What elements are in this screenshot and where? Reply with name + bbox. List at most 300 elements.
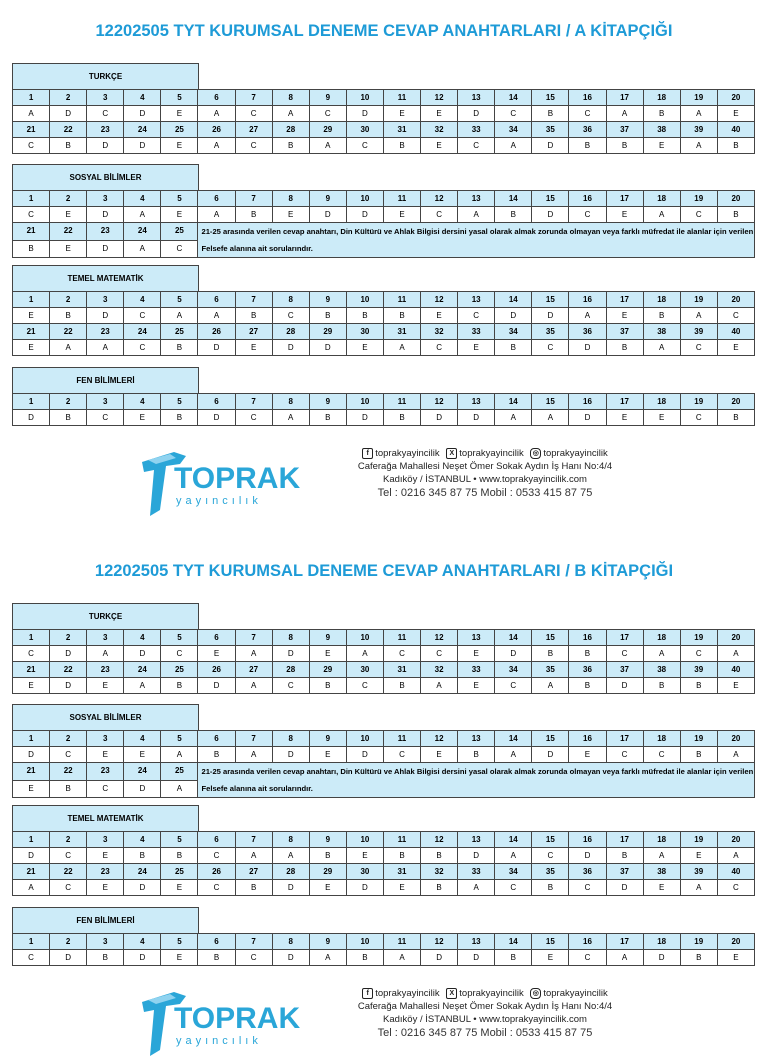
subject-header: TEMEL MATEMATİK	[12, 265, 199, 291]
question-number: 14	[495, 630, 532, 646]
answer-cell: B	[235, 207, 272, 223]
logo-wordmark: TOPRAK	[174, 462, 301, 495]
answer-cell: E	[717, 106, 754, 122]
question-number: 10	[346, 292, 383, 308]
question-number: 6	[198, 394, 235, 410]
answer-cell: D	[458, 106, 495, 122]
question-number: 16	[569, 832, 606, 848]
question-number: 23	[87, 662, 124, 678]
question-number: 7	[235, 630, 272, 646]
question-number: 3	[87, 90, 124, 106]
answer-cell: D	[569, 848, 606, 864]
question-number: 9	[309, 90, 346, 106]
question-number: 14	[495, 90, 532, 106]
question-number: 32	[421, 324, 458, 340]
question-number: 25	[161, 662, 198, 678]
question-number: 30	[346, 122, 383, 138]
answer-cell: D	[532, 308, 569, 324]
answer-cell: C	[532, 848, 569, 864]
answer-row	[13, 880, 755, 896]
subject-section	[12, 704, 755, 798]
question-number: 2	[50, 191, 87, 207]
question-number: 5	[161, 934, 198, 950]
question-number: 9	[309, 292, 346, 308]
answer-cell: B	[235, 880, 272, 896]
answer-cell: C	[383, 747, 420, 763]
question-number: 7	[235, 292, 272, 308]
question-number: 13	[458, 832, 495, 848]
address-line-1: Caferağa Mahallesi Neşet Ömer Sokak Aydın İş Hanı No:4/4	[357, 461, 613, 472]
subject-header: SOSYAL BİLİMLER	[12, 704, 199, 730]
question-number: 15	[532, 731, 569, 747]
answer-row	[13, 950, 755, 966]
answer-cell: E	[421, 747, 458, 763]
question-number: 5	[161, 292, 198, 308]
subject-header: FEN BİLİMLERİ	[12, 907, 199, 933]
question-number: 11	[383, 934, 420, 950]
answer-cell: A	[87, 340, 124, 356]
question-number: 37	[606, 662, 643, 678]
question-number: 21	[13, 763, 50, 781]
answer-cell: C	[50, 848, 87, 864]
question-number: 8	[272, 731, 309, 747]
question-number: 32	[421, 122, 458, 138]
answer-cell: E	[87, 747, 124, 763]
question-number: 15	[532, 832, 569, 848]
question-number: 12	[421, 832, 458, 848]
answer-cell: B	[346, 950, 383, 966]
answer-cell: A	[87, 646, 124, 662]
answer-cell: E	[643, 880, 680, 896]
toprak-logo	[140, 446, 310, 516]
question-number: 1	[13, 832, 50, 848]
answer-cell: D	[569, 410, 606, 426]
answer-cell: D	[272, 646, 309, 662]
question-number: 29	[309, 662, 346, 678]
question-number: 40	[717, 122, 754, 138]
answer-cell: E	[13, 308, 50, 324]
question-number: 22	[50, 864, 87, 880]
question-number: 31	[383, 662, 420, 678]
question-number: 24	[124, 763, 161, 781]
answer-table	[12, 629, 755, 694]
question-number-row	[13, 90, 755, 106]
answer-cell: D	[272, 747, 309, 763]
question-number: 26	[198, 864, 235, 880]
answer-cell: C	[458, 138, 495, 154]
answer-cell: C	[198, 880, 235, 896]
question-number: 34	[495, 122, 532, 138]
instagram-link[interactable]	[530, 987, 607, 1000]
answer-cell: C	[272, 678, 309, 694]
answer-cell: C	[643, 747, 680, 763]
question-number: 35	[532, 864, 569, 880]
question-number: 3	[87, 191, 124, 207]
question-number: 12	[421, 90, 458, 106]
answer-cell: D	[606, 880, 643, 896]
question-number: 37	[606, 324, 643, 340]
answer-cell: B	[161, 340, 198, 356]
question-number: 31	[383, 122, 420, 138]
instagram-link[interactable]	[530, 447, 607, 460]
toprak-logo-mark-icon	[140, 446, 310, 516]
question-number: 2	[50, 292, 87, 308]
question-number: 22	[50, 324, 87, 340]
answer-cell: A	[717, 848, 754, 864]
question-number: 3	[87, 292, 124, 308]
address-line-2: Kadıköy / İSTANBUL • www.toprakyayincilik.com	[383, 1014, 587, 1025]
question-number: 4	[124, 934, 161, 950]
question-number-row	[13, 191, 755, 207]
answer-cell: A	[272, 410, 309, 426]
question-number: 36	[569, 864, 606, 880]
answer-cell: A	[606, 106, 643, 122]
answer-cell: B	[383, 308, 420, 324]
question-number: 10	[346, 934, 383, 950]
answer-cell: B	[87, 950, 124, 966]
subject-header: FEN BİLİMLERİ	[12, 367, 199, 393]
answer-cell: C	[680, 207, 717, 223]
question-number: 22	[50, 662, 87, 678]
answer-cell: A	[606, 950, 643, 966]
answer-cell: D	[346, 747, 383, 763]
answer-cell: B	[50, 138, 87, 154]
question-number: 6	[198, 934, 235, 950]
question-number: 20	[717, 630, 754, 646]
question-number: 20	[717, 731, 754, 747]
answer-cell: C	[495, 678, 532, 694]
answer-table	[12, 393, 755, 426]
contact-info	[330, 446, 640, 501]
answer-cell: B	[495, 950, 532, 966]
answer-cell: D	[309, 340, 346, 356]
question-number: 14	[495, 292, 532, 308]
question-number: 34	[495, 864, 532, 880]
question-number-row	[13, 731, 755, 747]
answer-cell: B	[680, 678, 717, 694]
answer-cell: E	[606, 207, 643, 223]
x-link[interactable]	[446, 987, 523, 1000]
question-number: 4	[124, 90, 161, 106]
question-number: 30	[346, 324, 383, 340]
answer-cell: B	[383, 138, 420, 154]
answer-cell: A	[680, 138, 717, 154]
answer-cell: B	[495, 207, 532, 223]
question-number: 26	[198, 324, 235, 340]
answer-cell: C	[235, 950, 272, 966]
question-number: 35	[532, 324, 569, 340]
answer-cell: D	[346, 106, 383, 122]
question-number: 3	[87, 394, 124, 410]
answer-cell: D	[124, 106, 161, 122]
answer-cell: B	[606, 340, 643, 356]
question-number: 13	[458, 292, 495, 308]
question-number: 3	[87, 630, 124, 646]
answer-cell: B	[50, 780, 87, 798]
question-number: 15	[532, 292, 569, 308]
question-number-row	[13, 934, 755, 950]
question-number: 15	[532, 630, 569, 646]
subject-section	[12, 164, 755, 258]
answer-cell: A	[383, 950, 420, 966]
question-number-row	[13, 864, 755, 880]
answer-cell: D	[346, 410, 383, 426]
answer-cell: D	[532, 747, 569, 763]
answer-cell: D	[272, 880, 309, 896]
answer-cell: A	[643, 340, 680, 356]
answer-cell: E	[717, 950, 754, 966]
x-handle: toprakyayincilik	[459, 448, 524, 459]
question-number: 38	[643, 122, 680, 138]
question-number: 5	[161, 191, 198, 207]
question-number: 23	[87, 122, 124, 138]
answer-cell: E	[680, 848, 717, 864]
answer-cell: E	[161, 950, 198, 966]
answer-cell: D	[606, 678, 643, 694]
question-number: 4	[124, 832, 161, 848]
answer-cell: A	[495, 747, 532, 763]
answer-cell: C	[235, 106, 272, 122]
answer-cell: E	[421, 106, 458, 122]
question-number: 6	[198, 630, 235, 646]
answer-cell: C	[717, 308, 754, 324]
question-number: 19	[680, 630, 717, 646]
answer-row	[13, 207, 755, 223]
answer-cell: C	[680, 340, 717, 356]
question-number: 2	[50, 731, 87, 747]
question-number: 40	[717, 864, 754, 880]
answer-cell: A	[272, 106, 309, 122]
answer-cell: B	[309, 410, 346, 426]
x-icon: X	[446, 988, 457, 999]
question-number: 12	[421, 292, 458, 308]
question-number: 1	[13, 90, 50, 106]
answer-cell: B	[569, 138, 606, 154]
answer-cell: B	[161, 848, 198, 864]
answer-row	[13, 308, 755, 324]
answer-cell: D	[569, 340, 606, 356]
answer-cell: C	[87, 106, 124, 122]
answer-cell: C	[717, 880, 754, 896]
question-number: 2	[50, 630, 87, 646]
answer-cell: B	[421, 848, 458, 864]
x-link[interactable]	[446, 447, 523, 460]
answer-cell: A	[309, 950, 346, 966]
answer-cell: A	[161, 747, 198, 763]
answer-cell: C	[235, 138, 272, 154]
answer-cell: E	[124, 747, 161, 763]
question-number: 2	[50, 394, 87, 410]
answer-cell: A	[124, 678, 161, 694]
answer-row	[13, 106, 755, 122]
question-number: 24	[124, 223, 161, 241]
answer-cell: A	[495, 848, 532, 864]
answer-cell: C	[198, 848, 235, 864]
answer-cell: A	[643, 646, 680, 662]
answer-cell: B	[532, 106, 569, 122]
facebook-link[interactable]	[362, 987, 439, 1000]
question-number: 36	[569, 122, 606, 138]
answer-row	[13, 138, 755, 154]
question-number: 18	[643, 90, 680, 106]
question-number: 14	[495, 731, 532, 747]
answer-cell: B	[50, 308, 87, 324]
answer-cell: E	[569, 747, 606, 763]
question-number: 15	[532, 934, 569, 950]
question-number: 17	[606, 630, 643, 646]
question-number: 9	[309, 394, 346, 410]
question-number: 12	[421, 731, 458, 747]
answer-cell: A	[198, 308, 235, 324]
answer-cell: E	[421, 138, 458, 154]
answer-cell: E	[309, 747, 346, 763]
answer-table	[12, 933, 755, 966]
question-number: 22	[50, 223, 87, 241]
answer-cell: E	[50, 240, 87, 258]
answer-cell: C	[87, 780, 124, 798]
answer-cell: A	[569, 308, 606, 324]
answer-cell: C	[161, 646, 198, 662]
instagram-icon: ◎	[530, 448, 541, 459]
question-number: 20	[717, 832, 754, 848]
answer-cell: B	[532, 880, 569, 896]
question-number: 35	[532, 662, 569, 678]
answer-cell: E	[458, 646, 495, 662]
answer-row	[13, 340, 755, 356]
answer-cell: E	[346, 848, 383, 864]
answer-cell: D	[272, 950, 309, 966]
subject-section	[12, 603, 755, 694]
question-number: 28	[272, 864, 309, 880]
answer-cell: B	[532, 646, 569, 662]
answer-cell: C	[346, 678, 383, 694]
question-number: 21	[13, 122, 50, 138]
answer-cell: D	[272, 340, 309, 356]
address-line-1: Caferağa Mahallesi Neşet Ömer Sokak Aydın İş Hanı No:4/4	[357, 1001, 613, 1012]
question-number: 18	[643, 630, 680, 646]
instagram-handle: toprakyayincilik	[543, 448, 608, 459]
question-number: 5	[161, 630, 198, 646]
answer-cell: B	[309, 678, 346, 694]
question-number: 28	[272, 122, 309, 138]
answer-cell: D	[124, 780, 161, 798]
answer-cell: B	[272, 138, 309, 154]
answer-row	[13, 678, 755, 694]
answer-cell: B	[198, 950, 235, 966]
question-number: 11	[383, 90, 420, 106]
answer-cell: C	[346, 138, 383, 154]
question-number: 1	[13, 934, 50, 950]
question-number: 8	[272, 90, 309, 106]
question-number: 24	[124, 662, 161, 678]
question-number: 16	[569, 934, 606, 950]
answer-cell: A	[532, 678, 569, 694]
question-number: 8	[272, 394, 309, 410]
question-number: 4	[124, 191, 161, 207]
question-number: 20	[717, 292, 754, 308]
question-number: 17	[606, 292, 643, 308]
question-number-row	[13, 324, 755, 340]
answer-cell: E	[13, 678, 50, 694]
question-number: 27	[235, 122, 272, 138]
question-number: 17	[606, 934, 643, 950]
question-number: 18	[643, 934, 680, 950]
subject-header: TURKÇE	[12, 603, 199, 629]
question-number: 37	[606, 122, 643, 138]
question-number: 7	[235, 832, 272, 848]
answer-cell: E	[161, 880, 198, 896]
facebook-link[interactable]	[362, 447, 439, 460]
answer-cell: B	[161, 678, 198, 694]
answer-cell: A	[235, 848, 272, 864]
question-number: 1	[13, 394, 50, 410]
facebook-handle: toprakyayincilik	[375, 448, 440, 459]
answer-cell: A	[458, 207, 495, 223]
answer-cell: B	[569, 678, 606, 694]
answer-cell: B	[383, 678, 420, 694]
answer-cell: B	[13, 240, 50, 258]
answer-cell: D	[458, 410, 495, 426]
answer-cell: A	[495, 410, 532, 426]
question-number: 23	[87, 324, 124, 340]
question-number: 15	[532, 90, 569, 106]
question-number: 36	[569, 324, 606, 340]
answer-cell: A	[50, 340, 87, 356]
question-number: 5	[161, 832, 198, 848]
logo-subtext: yayıncılık	[176, 1035, 262, 1047]
question-number: 19	[680, 832, 717, 848]
question-number: 24	[124, 864, 161, 880]
answer-key-block	[0, 0, 768, 507]
answer-cell: B	[383, 848, 420, 864]
answer-cell: E	[198, 646, 235, 662]
logo-wordmark: TOPRAK	[174, 1002, 301, 1035]
answer-cell: E	[606, 410, 643, 426]
answer-cell: A	[495, 138, 532, 154]
block-title: 12202505 TYT KURUMSAL DENEME CEVAP ANAHTARLARI / B KİTAPÇIĞI	[94, 562, 674, 580]
question-number: 12	[421, 191, 458, 207]
answer-cell: D	[532, 207, 569, 223]
subject-header: TURKÇE	[12, 63, 199, 89]
question-number: 1	[13, 630, 50, 646]
answer-cell: D	[458, 950, 495, 966]
instagram-icon: ◎	[530, 988, 541, 999]
answer-cell: A	[421, 678, 458, 694]
answer-cell: B	[643, 106, 680, 122]
question-number: 35	[532, 122, 569, 138]
answer-cell: A	[346, 646, 383, 662]
facebook-icon: f	[362, 448, 373, 459]
answer-cell: D	[421, 410, 458, 426]
answer-cell: E	[421, 308, 458, 324]
question-number: 17	[606, 731, 643, 747]
answer-cell: D	[50, 950, 87, 966]
question-number: 20	[717, 394, 754, 410]
answer-cell: B	[643, 308, 680, 324]
question-number: 14	[495, 934, 532, 950]
question-number: 19	[680, 731, 717, 747]
answer-cell: B	[309, 848, 346, 864]
answer-cell: D	[495, 308, 532, 324]
question-number: 27	[235, 864, 272, 880]
phone-numbers: Tel : 0216 345 87 75 Mobil : 0533 415 87 75	[377, 487, 593, 499]
address-line-2: Kadıköy / İSTANBUL • www.toprakyayincilik.com	[383, 474, 587, 485]
question-number: 25	[161, 122, 198, 138]
question-number: 14	[495, 191, 532, 207]
instagram-handle: toprakyayincilik	[543, 988, 608, 999]
philosophy-note: 21-25 arasında verilen cevap anahtarı, Din Kültürü ve Ahlak Bilgisi dersini yasal olarak almak zorunda olmayan veya farklı müfredat ile alanlar için verilen Felsefe alanına ait sorularındır.	[198, 763, 755, 798]
question-number: 10	[346, 191, 383, 207]
